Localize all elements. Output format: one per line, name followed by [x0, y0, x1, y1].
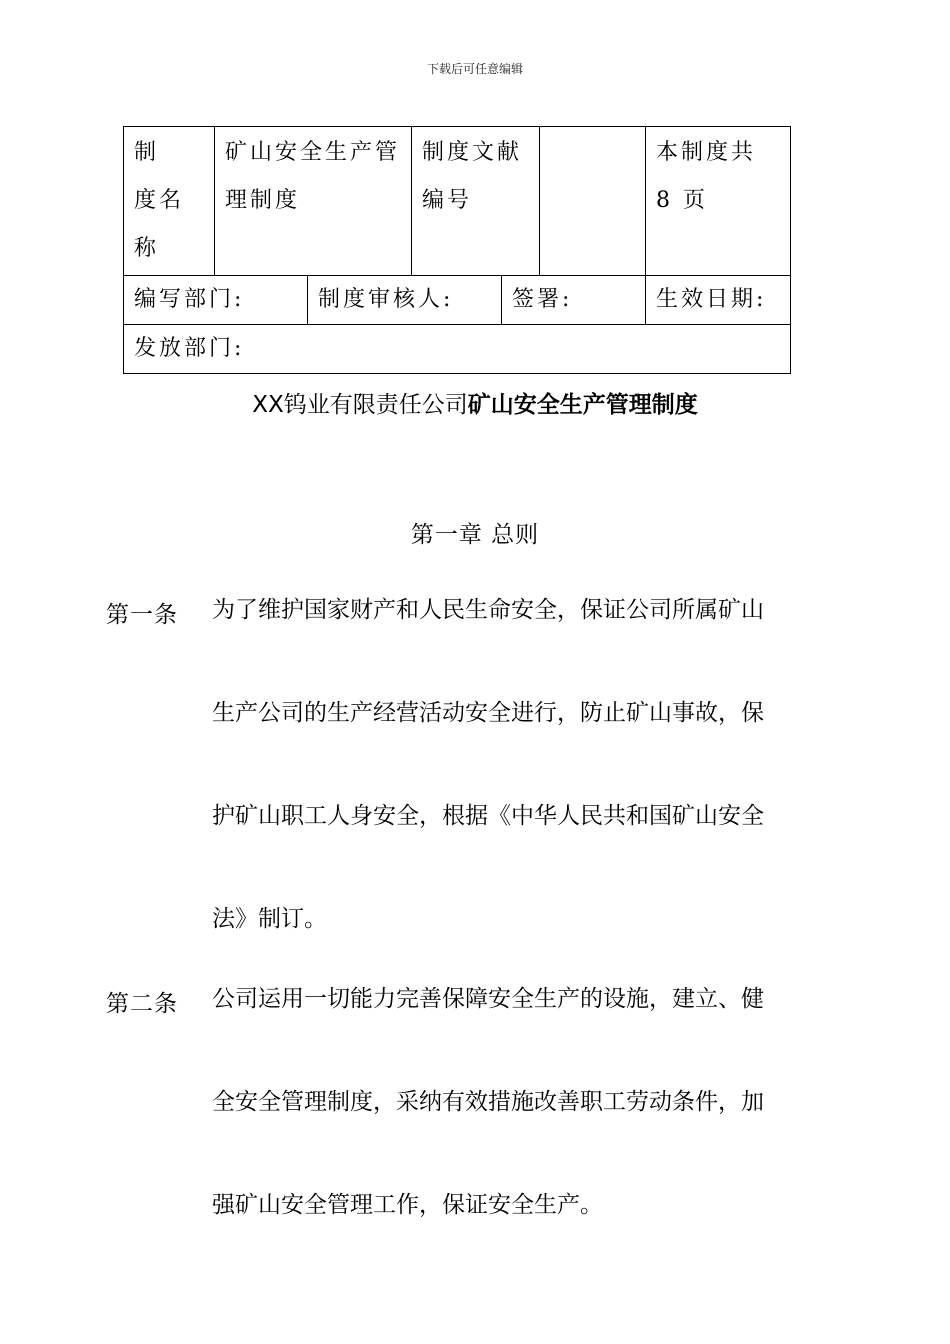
- doc-no-value-cell: [540, 127, 646, 276]
- header-note: 下载后可任意编辑: [426, 62, 523, 76]
- article-text: [212, 985, 832, 1294]
- article-line: 强矿山安全管理工作，保证安全生产。: [212, 1192, 603, 1218]
- article-line: 生产公司的生产经营活动安全进行，防止矿山事故，保: [212, 700, 764, 726]
- name-label-cell: 制 度名称: [124, 127, 215, 276]
- name-value-cell: 矿山安全生产管理制度: [215, 127, 412, 276]
- signature-cell: 签署:: [502, 276, 646, 325]
- document-title: [0, 386, 950, 419]
- page-count-cell: 本制度共 8 页: [646, 127, 791, 276]
- document-info-table: [123, 126, 791, 374]
- doc-no-label-cell: 制度文献编号: [412, 127, 540, 276]
- effective-date-cell: 生效日期:: [646, 276, 791, 325]
- author-dept-cell: 编写部门:: [124, 276, 308, 325]
- article-line: 为了维护国家财产和人民生命安全，保证公司所属矿山: [212, 597, 764, 623]
- chapter-heading: 第一章 总则: [410, 522, 540, 548]
- article-line: 护矿山职工人身安全，根据《中华人民共和国矿山安全: [212, 803, 764, 829]
- article-text: [212, 596, 832, 1008]
- issue-dept-cell: 发放部门:: [124, 325, 791, 374]
- article-line: 公司运用一切能力完善保障安全生产的设施，建立、健: [212, 986, 764, 1012]
- article-line: 全安全管理制度，采纳有效措施改善职工劳动条件，加: [212, 1089, 764, 1115]
- article-line: 法》制订。: [212, 906, 327, 932]
- article-label: 第一条: [106, 602, 178, 628]
- title-bold: 矿山安全生产管理制度: [467, 392, 698, 418]
- title-prefix: XX钨业有限责任公司: [252, 392, 468, 418]
- article-label: 第二条: [106, 991, 178, 1017]
- reviewer-cell: 制度审核人:: [308, 276, 502, 325]
